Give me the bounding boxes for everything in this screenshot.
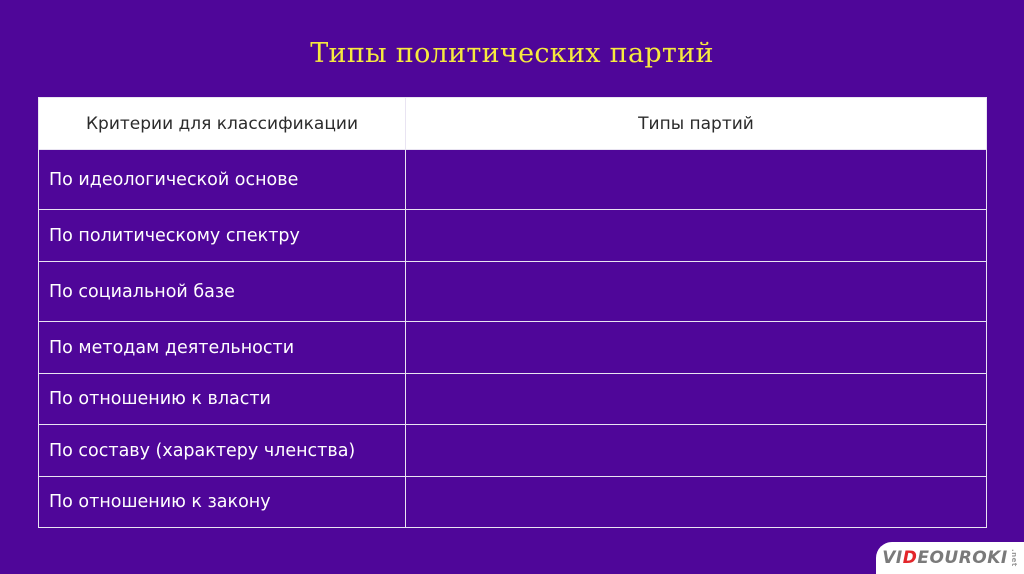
criterion-cell: По социальной базе: [39, 262, 406, 322]
table-row: [39, 210, 987, 262]
header-party-types: Типы партий: [406, 98, 987, 150]
party-types-cell: [406, 262, 987, 322]
party-types-cell: [406, 477, 987, 528]
party-types-cell: [406, 374, 987, 425]
criterion-cell: По отношению к закону: [39, 477, 406, 528]
table-row: [39, 425, 987, 477]
party-types-cell: [406, 150, 987, 210]
party-types-cell: [406, 210, 987, 262]
criterion-cell: По политическому спектру: [39, 210, 406, 262]
slide-title: Типы политических партий: [310, 38, 714, 69]
table-row: [39, 322, 987, 374]
party-types-cell: [406, 425, 987, 477]
logo-text-part3: EOUROKI: [917, 548, 1008, 568]
table-header-row: [39, 98, 987, 150]
header-criteria: Критерии для классификации: [39, 98, 406, 150]
criterion-cell: По составу (характеру членства): [39, 425, 406, 477]
criterion-cell: По отношению к власти: [39, 374, 406, 425]
logo-text-part1: VI: [882, 548, 903, 568]
classification-table: [38, 97, 987, 528]
table-row: [39, 262, 987, 322]
criterion-cell: По идеологической основе: [39, 150, 406, 210]
logo-text-accent: D: [902, 548, 918, 568]
criterion-cell: По методам деятельности: [39, 322, 406, 374]
table-row: [39, 477, 987, 528]
table-row: [39, 374, 987, 425]
table-row: [39, 150, 987, 210]
videouroki-logo[interactable]: [876, 542, 1024, 574]
logo-suffix: .net: [1009, 549, 1018, 567]
party-types-cell: [406, 322, 987, 374]
